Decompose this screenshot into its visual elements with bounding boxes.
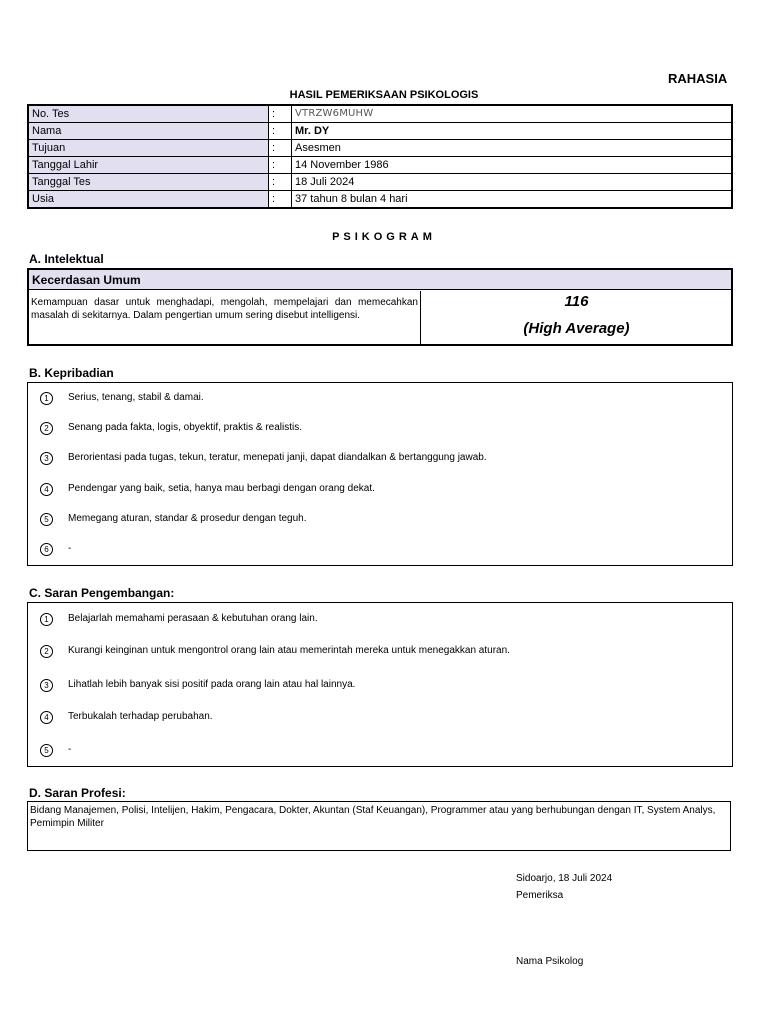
list-item: 4 Pendengar yang baik, setia, hanya mau berbagi dengan orang dekat. — [40, 482, 375, 497]
profession-box: Bidang Manajemen, Polisi, Intelijen, Hakim, Pengacara, Dokter, Akuntan (Staf Keuangan), Programmer atau yang berhubungan dengan IT, System Analys, Pemimpin Militer — [27, 801, 731, 851]
section-b-heading: B. Kepribadian — [29, 366, 114, 380]
number-circle: 3 — [40, 679, 53, 692]
iq-category: (High Average) — [523, 320, 630, 337]
row-value: 37 tahun 8 bulan 4 hari — [292, 191, 733, 209]
row-separator: : — [269, 191, 292, 209]
row-separator: : — [269, 105, 292, 123]
intelligence-score-cell — [422, 291, 731, 344]
row-separator: : — [269, 174, 292, 191]
row-separator: : — [269, 140, 292, 157]
signature-place-date: Sidoarjo, 18 Juli 2024 — [516, 873, 613, 884]
row-label: Usia — [28, 191, 269, 209]
section-c-heading: C. Saran Pengembangan: — [29, 586, 175, 600]
document-title: HASIL PEMERIKSAAN PSIKOLOGIS — [289, 89, 479, 101]
number-circle: 4 — [40, 711, 53, 724]
number-circle: 6 — [40, 543, 53, 556]
row-label: Tujuan — [28, 140, 269, 157]
row-value: VTRZW6MUHW — [292, 105, 733, 123]
list-item: 2 Kurangi keinginan untuk mengontrol orang lain atau memerintah mereka untuk menegakkan aturan. — [40, 644, 510, 659]
identity-table — [27, 104, 733, 209]
section-d-heading: D. Saran Profesi: — [29, 786, 126, 800]
row-value: Asesmen — [292, 140, 733, 157]
list-item: 1 Belajarlah memahami perasaan & kebutuhan orang lain. — [40, 612, 318, 627]
intelligence-subheading: Kecerdasan Umum — [29, 270, 731, 290]
row-value: 18 Juli 2024 — [292, 174, 733, 191]
table-row — [28, 123, 732, 140]
section-a-heading: A. Intelektual — [29, 252, 104, 266]
list-item: 5 Memegang aturan, standar & prosedur dengan teguh. — [40, 512, 307, 527]
list-item: 4 Terbukalah terhadap perubahan. — [40, 710, 213, 725]
row-label: No. Tes — [28, 105, 269, 123]
number-circle: 5 — [40, 744, 53, 757]
number-circle: 5 — [40, 513, 53, 526]
list-item: 2 Senang pada fakta, logis, obyektif, praktis & realistis. — [40, 421, 302, 436]
table-row — [28, 140, 732, 157]
psikogram-title: PSIKOGRAM — [332, 231, 436, 243]
number-circle: 3 — [40, 452, 53, 465]
number-circle: 4 — [40, 483, 53, 496]
signature-role: Pemeriksa — [516, 890, 564, 901]
table-row — [28, 174, 732, 191]
intelligence-description: Kemampuan dasar untuk menghadapi, mengolah, mempelajari dan memecahkan masalah di sekitarnya. Dalam pengertian umum sering disebut intelligensi. — [29, 291, 421, 344]
list-item: 1 Serius, tenang, stabil & damai. — [40, 391, 204, 406]
list-item: 6 - — [40, 542, 71, 557]
row-label: Tanggal Tes — [28, 174, 269, 191]
number-circle: 2 — [40, 645, 53, 658]
number-circle: 1 — [40, 613, 53, 626]
row-separator: : — [269, 123, 292, 140]
list-item: 3 Berorientasi pada tugas, tekun, teratur, menepati janji, dapat diandalkan & bertanggung jawab. — [40, 451, 487, 466]
table-row — [28, 157, 732, 174]
confidential-label: RAHASIA — [668, 71, 728, 86]
table-row — [28, 191, 732, 209]
table-row — [28, 105, 732, 123]
row-label: Tanggal Lahir — [28, 157, 269, 174]
list-item: 5 - — [40, 743, 71, 758]
row-separator: : — [269, 157, 292, 174]
intelligence-box — [27, 268, 733, 346]
signature-name: Nama Psikolog — [516, 956, 584, 967]
number-circle: 2 — [40, 422, 53, 435]
development-box — [27, 602, 733, 767]
number-circle: 1 — [40, 392, 53, 405]
list-item: 3 Lihatlah lebih banyak sisi positif pada orang lain atau hal lainnya. — [40, 678, 355, 693]
row-value: Mr. DY — [292, 123, 733, 140]
personality-box — [27, 382, 733, 566]
row-value: 14 November 1986 — [292, 157, 733, 174]
iq-score: 116 — [564, 293, 589, 310]
row-label: Nama — [28, 123, 269, 140]
